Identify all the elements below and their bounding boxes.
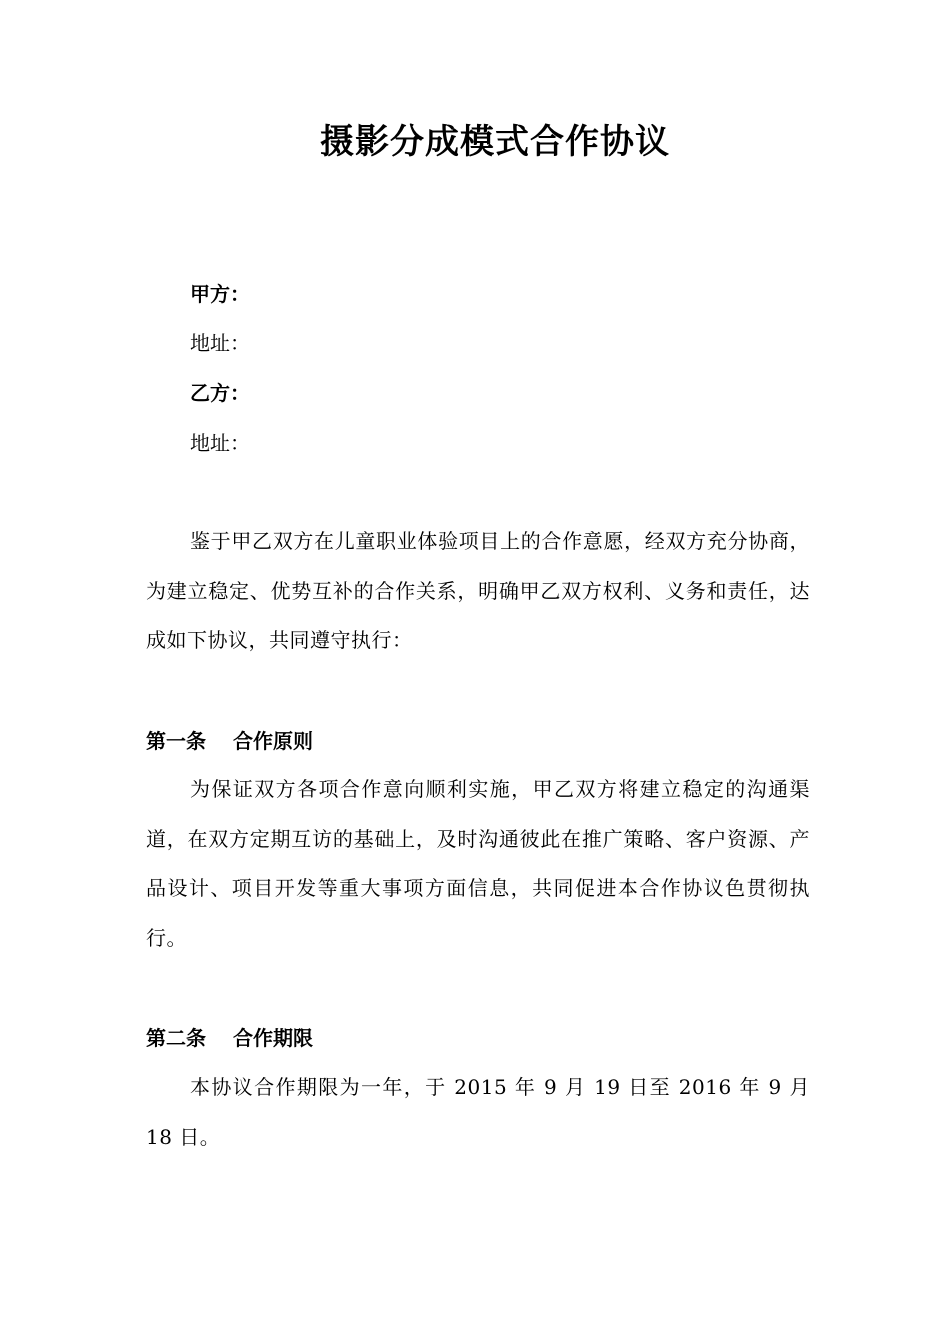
document-title: 摄影分成模式合作协议 bbox=[320, 122, 670, 162]
party-b-address-label: 地址： bbox=[190, 431, 250, 455]
article-2-body: 本协议合作期限为一年，于 2015 年 9 月 19 日至 2016 年 9 月 18 日。 bbox=[146, 1075, 810, 1149]
article-1-heading: 第一条 合作原则 bbox=[146, 729, 313, 753]
party-a-label: 甲方： bbox=[190, 282, 250, 306]
article-2-heading: 第二条 合作期限 bbox=[146, 1026, 313, 1050]
party-b-label: 乙方： bbox=[190, 381, 250, 405]
preamble-paragraph: 鉴于甲乙双方在儿童职业体验项目上的合作意愿，经双方充分协商，为建立稳定、优势互补的合作关系，明确甲乙双方权利、义务和责任，达成如下协议，共同遵守执行： bbox=[146, 529, 810, 652]
article-1-body: 为保证双方各项合作意向顺利实施，甲乙双方将建立稳定的沟通渠道，在双方定期互访的基础上，及时沟通彼此在推广策略、客户资源、产品设计、项目开发等重大事项方面信息，共同促进本合作协议色贯彻执行。 bbox=[146, 777, 810, 950]
party-a-address-label: 地址： bbox=[190, 331, 250, 355]
